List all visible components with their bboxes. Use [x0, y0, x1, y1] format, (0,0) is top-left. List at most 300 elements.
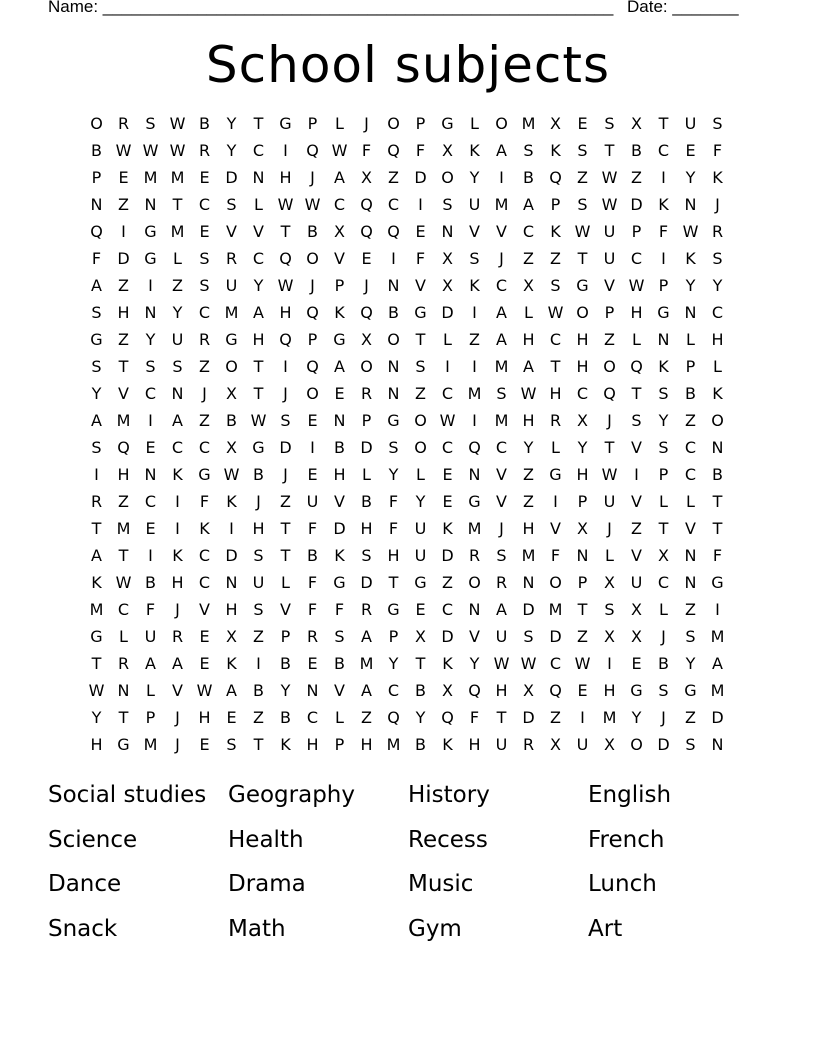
grid-letter[interactable]: V — [334, 492, 345, 511]
grid-letter[interactable]: W — [169, 114, 186, 133]
grid-letter[interactable]: P — [685, 357, 696, 376]
grid-letter[interactable]: X — [226, 438, 237, 457]
grid-letter[interactable]: G — [414, 303, 427, 322]
grid-letter[interactable]: L — [443, 330, 452, 349]
grid-letter[interactable]: N — [468, 600, 481, 619]
grid-letter[interactable]: P — [658, 465, 669, 484]
grid-letter[interactable]: P — [334, 735, 345, 754]
grid-letter[interactable]: A — [334, 168, 345, 187]
grid-letter[interactable]: J — [364, 114, 369, 133]
grid-letter[interactable]: Q — [387, 708, 400, 727]
grid-letter[interactable]: R — [225, 249, 238, 268]
grid-letter[interactable]: L — [281, 573, 290, 592]
grid-letter[interactable]: W — [547, 303, 564, 322]
grid-letter[interactable]: M — [170, 168, 185, 187]
grid-letter[interactable]: C — [198, 573, 211, 592]
grid-letter[interactable]: I — [634, 465, 639, 484]
grid-letter[interactable]: S — [523, 141, 534, 160]
grid-letter[interactable]: W — [628, 276, 645, 295]
grid-letter[interactable]: T — [577, 249, 588, 268]
grid-letter[interactable]: L — [335, 114, 344, 133]
grid-letter[interactable]: P — [550, 195, 561, 214]
grid-letter[interactable]: C — [441, 384, 454, 403]
grid-letter[interactable]: T — [712, 519, 723, 538]
grid-letter[interactable]: Q — [279, 330, 292, 349]
grid-letter[interactable]: Z — [361, 708, 372, 727]
grid-letter[interactable]: Z — [577, 168, 588, 187]
grid-letter[interactable]: I — [580, 708, 585, 727]
grid-letter[interactable]: Y — [469, 654, 480, 673]
grid-letter[interactable]: J — [661, 627, 666, 646]
grid-letter[interactable]: S — [388, 438, 399, 457]
grid-letter[interactable]: L — [686, 492, 695, 511]
grid-letter[interactable]: H — [252, 330, 265, 349]
grid-letter[interactable]: S — [658, 438, 669, 457]
grid-letter[interactable]: V — [199, 600, 210, 619]
grid-letter[interactable]: Q — [90, 222, 103, 241]
grid-letter[interactable]: C — [198, 195, 211, 214]
grid-letter[interactable]: L — [659, 492, 668, 511]
grid-letter[interactable]: D — [657, 735, 670, 754]
grid-letter[interactable]: S — [334, 627, 345, 646]
grid-letter[interactable]: Q — [360, 195, 373, 214]
grid-letter[interactable]: B — [631, 141, 642, 160]
grid-letter[interactable]: U — [144, 627, 157, 646]
grid-letter[interactable]: P — [280, 627, 291, 646]
grid-letter[interactable]: M — [494, 195, 509, 214]
grid-letter[interactable]: Y — [226, 141, 237, 160]
grid-letter[interactable]: B — [415, 681, 426, 700]
grid-letter[interactable]: E — [631, 654, 642, 673]
grid-letter[interactable]: H — [279, 303, 292, 322]
grid-letter[interactable]: N — [522, 573, 535, 592]
grid-letter[interactable]: T — [253, 357, 264, 376]
grid-letter[interactable]: Q — [360, 303, 373, 322]
grid-letter[interactable]: L — [605, 546, 614, 565]
grid-letter[interactable]: I — [148, 411, 153, 430]
grid-letter[interactable]: S — [91, 303, 102, 322]
grid-letter[interactable]: P — [631, 222, 642, 241]
grid-letter[interactable]: H — [468, 735, 481, 754]
grid-letter[interactable]: V — [604, 276, 615, 295]
grid-letter[interactable]: Z — [442, 573, 453, 592]
grid-letter[interactable]: Y — [172, 303, 183, 322]
grid-letter[interactable]: S — [442, 195, 453, 214]
grid-letter[interactable]: X — [658, 546, 669, 565]
grid-letter[interactable]: N — [144, 195, 157, 214]
grid-letter[interactable]: N — [333, 411, 346, 430]
grid-letter[interactable]: A — [496, 330, 507, 349]
grid-letter[interactable]: C — [657, 141, 670, 160]
grid-letter[interactable]: J — [175, 735, 180, 754]
grid-letter[interactable]: C — [684, 465, 697, 484]
grid-letter[interactable]: K — [658, 195, 669, 214]
grid-letter[interactable]: Z — [253, 627, 264, 646]
grid-letter[interactable]: Q — [279, 249, 292, 268]
grid-letter[interactable]: F — [334, 600, 345, 619]
grid-letter[interactable]: N — [711, 438, 724, 457]
grid-letter[interactable]: H — [711, 330, 724, 349]
grid-letter[interactable]: Q — [306, 357, 319, 376]
grid-letter[interactable]: G — [630, 681, 643, 700]
grid-letter[interactable]: G — [387, 600, 400, 619]
grid-letter[interactable]: S — [577, 195, 588, 214]
grid-letter[interactable]: C — [252, 249, 265, 268]
grid-letter[interactable]: W — [223, 465, 240, 484]
grid-letter[interactable]: H — [360, 735, 373, 754]
grid-letter[interactable]: X — [334, 222, 345, 241]
grid-letter[interactable]: V — [469, 222, 480, 241]
grid-letter[interactable]: T — [172, 195, 183, 214]
grid-letter[interactable]: D — [441, 627, 454, 646]
grid-letter[interactable]: U — [171, 330, 184, 349]
grid-letter[interactable]: Z — [523, 465, 534, 484]
grid-letter[interactable]: X — [631, 114, 642, 133]
grid-letter[interactable]: T — [496, 708, 507, 727]
grid-letter[interactable]: L — [416, 465, 425, 484]
grid-letter[interactable]: J — [499, 249, 504, 268]
grid-letter[interactable]: I — [310, 438, 315, 457]
grid-letter[interactable]: C — [387, 195, 400, 214]
grid-letter[interactable]: G — [90, 627, 103, 646]
grid-letter[interactable]: N — [387, 276, 400, 295]
grid-letter[interactable]: W — [88, 681, 105, 700]
grid-letter[interactable]: K — [280, 735, 291, 754]
grid-letter[interactable]: X — [604, 735, 615, 754]
grid-letter[interactable]: U — [630, 573, 643, 592]
grid-letter[interactable]: G — [549, 465, 562, 484]
grid-letter[interactable]: K — [469, 141, 480, 160]
grid-letter[interactable]: B — [280, 708, 291, 727]
grid-letter[interactable]: Z — [685, 708, 696, 727]
grid-letter[interactable]: S — [658, 384, 669, 403]
grid-letter[interactable]: B — [253, 681, 264, 700]
grid-letter[interactable]: N — [441, 222, 454, 241]
grid-letter[interactable]: A — [496, 141, 507, 160]
grid-letter[interactable]: O — [90, 114, 103, 133]
grid-letter[interactable]: W — [601, 465, 618, 484]
grid-letter[interactable]: P — [604, 303, 615, 322]
grid-letter[interactable]: M — [116, 519, 131, 538]
grid-letter[interactable]: S — [145, 114, 156, 133]
grid-letter[interactable]: X — [226, 627, 237, 646]
grid-letter[interactable]: S — [496, 546, 507, 565]
grid-letter[interactable]: Z — [631, 168, 642, 187]
grid-letter[interactable]: K — [442, 735, 453, 754]
grid-letter[interactable]: O — [387, 114, 400, 133]
grid-letter[interactable]: Y — [253, 276, 264, 295]
grid-letter[interactable]: Y — [415, 708, 426, 727]
grid-letter[interactable]: I — [391, 249, 396, 268]
grid-letter[interactable]: F — [388, 492, 399, 511]
grid-letter[interactable]: F — [388, 519, 399, 538]
grid-letter[interactable]: Q — [468, 438, 481, 457]
grid-letter[interactable]: R — [117, 654, 130, 673]
grid-letter[interactable]: H — [495, 681, 508, 700]
grid-letter[interactable]: K — [226, 654, 237, 673]
grid-letter[interactable]: K — [685, 249, 696, 268]
grid-letter[interactable]: T — [253, 384, 264, 403]
grid-letter[interactable]: K — [712, 384, 723, 403]
grid-letter[interactable]: X — [550, 735, 561, 754]
grid-letter[interactable]: O — [441, 168, 454, 187]
grid-letter[interactable]: Y — [145, 330, 156, 349]
grid-letter[interactable]: N — [657, 330, 670, 349]
grid-letter[interactable]: V — [631, 492, 642, 511]
grid-letter[interactable]: V — [496, 465, 507, 484]
grid-letter[interactable]: R — [360, 600, 373, 619]
grid-letter[interactable]: R — [360, 384, 373, 403]
grid-letter[interactable]: G — [117, 735, 130, 754]
grid-letter[interactable]: X — [523, 681, 534, 700]
grid-letter[interactable]: X — [523, 276, 534, 295]
grid-letter[interactable]: S — [361, 546, 372, 565]
grid-letter[interactable]: N — [144, 465, 157, 484]
grid-letter[interactable]: B — [307, 546, 318, 565]
grid-letter[interactable]: K — [199, 519, 210, 538]
grid-letter[interactable]: C — [684, 438, 697, 457]
grid-letter[interactable]: W — [682, 222, 699, 241]
grid-letter[interactable]: P — [361, 411, 372, 430]
grid-letter[interactable]: K — [226, 492, 237, 511]
grid-letter[interactable]: A — [361, 681, 372, 700]
grid-letter[interactable]: J — [310, 276, 315, 295]
grid-letter[interactable]: K — [442, 654, 453, 673]
grid-letter[interactable]: U — [468, 195, 481, 214]
grid-letter[interactable]: S — [280, 411, 291, 430]
grid-letter[interactable]: K — [334, 546, 345, 565]
grid-letter[interactable]: M — [467, 519, 482, 538]
grid-letter[interactable]: X — [577, 411, 588, 430]
grid-letter[interactable]: L — [659, 600, 668, 619]
grid-letter[interactable]: T — [91, 654, 102, 673]
grid-letter[interactable]: W — [520, 654, 537, 673]
grid-letter[interactable]: Y — [631, 708, 642, 727]
grid-letter[interactable]: G — [90, 330, 103, 349]
grid-letter[interactable]: Y — [415, 492, 426, 511]
grid-letter[interactable]: F — [658, 222, 669, 241]
grid-letter[interactable]: S — [604, 114, 615, 133]
grid-letter[interactable]: H — [630, 303, 643, 322]
grid-letter[interactable]: X — [550, 114, 561, 133]
grid-letter[interactable]: E — [118, 168, 129, 187]
grid-letter[interactable]: L — [362, 465, 371, 484]
grid-letter[interactable]: X — [415, 627, 426, 646]
grid-letter[interactable]: N — [468, 465, 481, 484]
grid-letter[interactable]: T — [712, 492, 723, 511]
grid-letter[interactable]: X — [361, 168, 372, 187]
grid-letter[interactable]: F — [550, 546, 561, 565]
grid-letter[interactable]: K — [172, 465, 183, 484]
grid-letter[interactable]: V — [496, 492, 507, 511]
grid-letter[interactable]: N — [684, 303, 697, 322]
grid-letter[interactable]: A — [334, 357, 345, 376]
grid-letter[interactable]: F — [712, 141, 723, 160]
grid-letter[interactable]: Y — [658, 411, 669, 430]
grid-letter[interactable]: Z — [550, 708, 561, 727]
grid-letter[interactable]: S — [415, 357, 426, 376]
grid-letter[interactable]: C — [117, 600, 130, 619]
grid-letter[interactable]: Q — [630, 357, 643, 376]
grid-letter[interactable]: V — [469, 627, 480, 646]
grid-letter[interactable]: I — [661, 168, 666, 187]
grid-letter[interactable]: S — [550, 276, 561, 295]
grid-letter[interactable]: Y — [685, 654, 696, 673]
grid-letter[interactable]: I — [472, 303, 477, 322]
grid-letter[interactable]: W — [304, 195, 321, 214]
grid-letter[interactable]: U — [414, 546, 427, 565]
grid-letter[interactable]: Z — [172, 276, 183, 295]
grid-letter[interactable]: O — [711, 411, 724, 430]
grid-letter[interactable]: C — [495, 438, 508, 457]
grid-letter[interactable]: G — [414, 573, 427, 592]
grid-letter[interactable]: C — [387, 681, 400, 700]
grid-letter[interactable]: T — [415, 330, 426, 349]
grid-letter[interactable]: C — [441, 438, 454, 457]
grid-letter[interactable]: F — [307, 600, 318, 619]
grid-letter[interactable]: X — [442, 249, 453, 268]
grid-letter[interactable]: K — [469, 276, 480, 295]
grid-letter[interactable]: Y — [685, 168, 696, 187]
grid-letter[interactable]: R — [90, 492, 103, 511]
grid-letter[interactable]: S — [523, 627, 534, 646]
grid-letter[interactable]: U — [225, 276, 238, 295]
grid-letter[interactable]: G — [279, 114, 292, 133]
grid-letter[interactable]: B — [388, 303, 399, 322]
grid-letter[interactable]: Q — [360, 222, 373, 241]
grid-letter[interactable]: S — [226, 735, 237, 754]
grid-letter[interactable]: P — [307, 114, 318, 133]
grid-letter[interactable]: L — [146, 681, 155, 700]
grid-letter[interactable]: W — [493, 654, 510, 673]
grid-letter[interactable]: B — [145, 573, 156, 592]
grid-letter[interactable]: V — [172, 681, 183, 700]
grid-letter[interactable]: I — [661, 249, 666, 268]
grid-letter[interactable]: E — [199, 654, 210, 673]
grid-letter[interactable]: X — [604, 627, 615, 646]
grid-letter[interactable]: W — [574, 222, 591, 241]
grid-letter[interactable]: B — [199, 114, 210, 133]
grid-letter[interactable]: K — [91, 573, 102, 592]
grid-letter[interactable]: F — [415, 141, 426, 160]
grid-letter[interactable]: M — [548, 600, 563, 619]
grid-letter[interactable]: L — [713, 357, 722, 376]
grid-letter[interactable]: O — [414, 411, 427, 430]
grid-letter[interactable]: D — [117, 249, 130, 268]
grid-letter[interactable]: Y — [388, 654, 399, 673]
grid-letter[interactable]: N — [684, 546, 697, 565]
grid-letter[interactable]: M — [143, 168, 158, 187]
grid-letter[interactable]: Y — [469, 168, 480, 187]
grid-letter[interactable]: J — [202, 384, 207, 403]
grid-letter[interactable]: P — [334, 276, 345, 295]
grid-letter[interactable]: Q — [306, 141, 319, 160]
grid-letter[interactable]: C — [495, 276, 508, 295]
grid-letter[interactable]: J — [256, 492, 261, 511]
grid-letter[interactable]: I — [445, 357, 450, 376]
grid-letter[interactable]: S — [712, 249, 723, 268]
grid-letter[interactable]: E — [199, 222, 210, 241]
grid-letter[interactable]: E — [361, 249, 372, 268]
grid-letter[interactable]: J — [283, 384, 288, 403]
grid-letter[interactable]: V — [226, 222, 237, 241]
grid-letter[interactable]: A — [91, 276, 102, 295]
grid-letter[interactable]: S — [712, 114, 723, 133]
grid-letter[interactable]: S — [91, 438, 102, 457]
grid-letter[interactable]: S — [253, 600, 264, 619]
grid-letter[interactable]: J — [175, 600, 180, 619]
grid-letter[interactable]: M — [143, 735, 158, 754]
grid-letter[interactable]: Y — [388, 465, 399, 484]
grid-letter[interactable]: G — [657, 303, 670, 322]
grid-letter[interactable]: F — [469, 708, 480, 727]
grid-letter[interactable]: G — [252, 438, 265, 457]
grid-letter[interactable]: B — [226, 411, 237, 430]
grid-letter[interactable]: B — [712, 465, 723, 484]
grid-letter[interactable]: L — [254, 195, 263, 214]
grid-letter[interactable]: E — [577, 681, 588, 700]
grid-letter[interactable]: F — [712, 546, 723, 565]
grid-letter[interactable]: W — [115, 141, 132, 160]
grid-letter[interactable]: Q — [441, 708, 454, 727]
grid-letter[interactable]: N — [117, 681, 130, 700]
grid-letter[interactable]: L — [686, 330, 695, 349]
grid-letter[interactable]: D — [225, 168, 238, 187]
grid-letter[interactable]: N — [144, 303, 157, 322]
grid-letter[interactable]: G — [225, 330, 238, 349]
grid-letter[interactable]: G — [711, 573, 724, 592]
grid-letter[interactable]: J — [607, 411, 612, 430]
grid-letter[interactable]: F — [199, 492, 210, 511]
grid-letter[interactable]: D — [549, 627, 562, 646]
grid-letter[interactable]: E — [307, 411, 318, 430]
grid-letter[interactable]: R — [522, 735, 535, 754]
grid-letter[interactable]: I — [553, 492, 558, 511]
grid-letter[interactable]: C — [198, 438, 211, 457]
grid-letter[interactable]: V — [496, 222, 507, 241]
grid-letter[interactable]: J — [310, 168, 315, 187]
grid-letter[interactable]: S — [631, 411, 642, 430]
grid-letter[interactable]: E — [199, 168, 210, 187]
grid-letter[interactable]: H — [576, 330, 589, 349]
grid-letter[interactable]: H — [333, 465, 346, 484]
grid-letter[interactable]: Q — [387, 141, 400, 160]
grid-letter[interactable]: W — [250, 411, 267, 430]
grid-letter[interactable]: P — [145, 708, 156, 727]
grid-letter[interactable]: E — [685, 141, 696, 160]
grid-letter[interactable]: S — [199, 276, 210, 295]
grid-letter[interactable]: N — [387, 357, 400, 376]
grid-letter[interactable]: B — [334, 438, 345, 457]
grid-letter[interactable]: F — [145, 600, 156, 619]
grid-letter[interactable]: R — [171, 627, 184, 646]
grid-letter[interactable]: L — [119, 627, 128, 646]
grid-letter[interactable]: M — [170, 222, 185, 241]
grid-letter[interactable]: O — [306, 249, 319, 268]
grid-letter[interactable]: I — [148, 546, 153, 565]
grid-letter[interactable]: Z — [388, 168, 399, 187]
grid-letter[interactable]: M — [521, 114, 536, 133]
grid-letter[interactable]: G — [468, 492, 481, 511]
grid-letter[interactable]: D — [279, 438, 292, 457]
grid-letter[interactable]: A — [712, 654, 723, 673]
grid-letter[interactable]: G — [684, 681, 697, 700]
grid-letter[interactable]: B — [307, 222, 318, 241]
grid-letter[interactable]: I — [256, 654, 261, 673]
grid-letter[interactable]: Q — [117, 438, 130, 457]
grid-letter[interactable]: I — [121, 222, 126, 241]
grid-letter[interactable]: X — [577, 519, 588, 538]
